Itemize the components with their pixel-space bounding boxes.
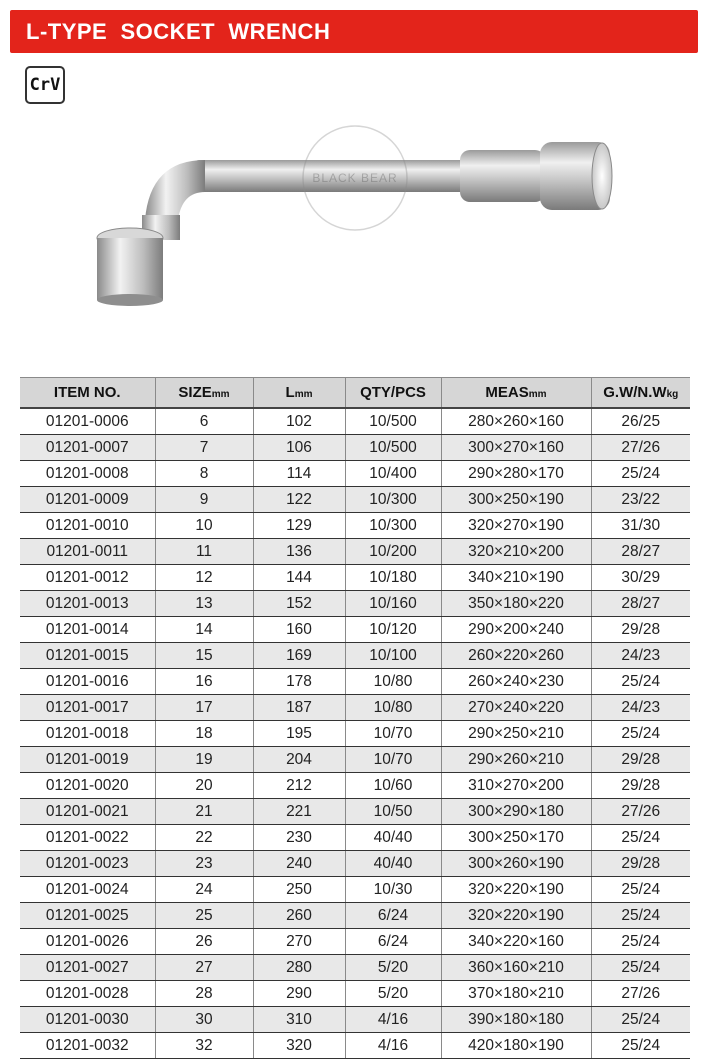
qty-cell: 5/20 — [345, 955, 441, 981]
weight-cell: 24/23 — [591, 643, 690, 669]
length-cell: 240 — [253, 851, 345, 877]
qty-cell: 10/70 — [345, 747, 441, 773]
meas-cell: 290×200×240 — [441, 617, 591, 643]
length-cell: 152 — [253, 591, 345, 617]
table-row — [20, 903, 690, 929]
size-cell: 15 — [155, 643, 253, 669]
size-cell: 26 — [155, 929, 253, 955]
table-body — [20, 408, 690, 1059]
meas-cell: 260×220×260 — [441, 643, 591, 669]
table-row — [20, 1007, 690, 1033]
meas-cell: 310×270×200 — [441, 773, 591, 799]
qty-cell: 4/16 — [345, 1007, 441, 1033]
size-cell: 17 — [155, 695, 253, 721]
weight-cell: 29/28 — [591, 747, 690, 773]
qty-cell: 10/300 — [345, 513, 441, 539]
size-cell: 19 — [155, 747, 253, 773]
item-no-cell: 01201-0022 — [20, 825, 155, 851]
length-cell: 270 — [253, 929, 345, 955]
item-no-cell: 01201-0015 — [20, 643, 155, 669]
table-row — [20, 539, 690, 565]
header-size: SIZEmm — [155, 378, 253, 409]
table-row — [20, 981, 690, 1007]
length-cell: 320 — [253, 1033, 345, 1059]
meas-cell: 350×180×220 — [441, 591, 591, 617]
size-cell: 32 — [155, 1033, 253, 1059]
title-bar — [10, 10, 698, 53]
item-no-cell: 01201-0011 — [20, 539, 155, 565]
wrench-product-image — [90, 120, 630, 320]
meas-cell: 320×220×190 — [441, 903, 591, 929]
size-cell: 28 — [155, 981, 253, 1007]
item-no-cell: 01201-0008 — [20, 461, 155, 487]
size-cell: 12 — [155, 565, 253, 591]
item-no-cell: 01201-0019 — [20, 747, 155, 773]
watermark-text: BLACK BEAR — [312, 171, 398, 185]
length-cell: 212 — [253, 773, 345, 799]
weight-cell: 25/24 — [591, 825, 690, 851]
meas-cell: 300×250×190 — [441, 487, 591, 513]
weight-cell: 25/24 — [591, 903, 690, 929]
table-row — [20, 773, 690, 799]
size-cell: 24 — [155, 877, 253, 903]
length-cell: 290 — [253, 981, 345, 1007]
item-no-cell: 01201-0023 — [20, 851, 155, 877]
item-no-cell: 01201-0016 — [20, 669, 155, 695]
table-row — [20, 487, 690, 513]
meas-cell: 320×210×200 — [441, 539, 591, 565]
weight-cell: 29/28 — [591, 617, 690, 643]
size-cell: 7 — [155, 435, 253, 461]
length-cell: 144 — [253, 565, 345, 591]
meas-cell: 340×210×190 — [441, 565, 591, 591]
table-row — [20, 955, 690, 981]
size-cell: 6 — [155, 408, 253, 435]
size-cell: 18 — [155, 721, 253, 747]
size-cell: 30 — [155, 1007, 253, 1033]
length-cell: 204 — [253, 747, 345, 773]
size-cell: 25 — [155, 903, 253, 929]
item-no-cell: 01201-0006 — [20, 408, 155, 435]
item-no-cell: 01201-0028 — [20, 981, 155, 1007]
length-cell: 102 — [253, 408, 345, 435]
qty-cell: 10/160 — [345, 591, 441, 617]
length-cell: 310 — [253, 1007, 345, 1033]
meas-cell: 300×290×180 — [441, 799, 591, 825]
meas-cell: 280×260×160 — [441, 408, 591, 435]
meas-cell: 290×280×170 — [441, 461, 591, 487]
size-cell: 27 — [155, 955, 253, 981]
item-no-cell: 01201-0025 — [20, 903, 155, 929]
item-no-cell: 01201-0007 — [20, 435, 155, 461]
wrench-lower-socket-bottom — [97, 294, 163, 306]
weight-cell: 24/23 — [591, 695, 690, 721]
table-row — [20, 877, 690, 903]
size-cell: 21 — [155, 799, 253, 825]
item-no-cell: 01201-0032 — [20, 1033, 155, 1059]
table-row — [20, 513, 690, 539]
size-cell: 22 — [155, 825, 253, 851]
item-no-cell: 01201-0010 — [20, 513, 155, 539]
spec-table — [20, 377, 690, 1059]
wrench-socket-neck — [460, 150, 545, 202]
meas-cell: 300×270×160 — [441, 435, 591, 461]
length-cell: 122 — [253, 487, 345, 513]
item-no-cell: 01201-0026 — [20, 929, 155, 955]
meas-cell: 300×260×190 — [441, 851, 591, 877]
table-row — [20, 825, 690, 851]
meas-cell: 270×240×220 — [441, 695, 591, 721]
qty-cell: 10/400 — [345, 461, 441, 487]
item-no-cell: 01201-0013 — [20, 591, 155, 617]
meas-cell: 360×160×210 — [441, 955, 591, 981]
qty-cell: 10/120 — [345, 617, 441, 643]
qty-cell: 10/180 — [345, 565, 441, 591]
size-cell: 13 — [155, 591, 253, 617]
length-cell: 260 — [253, 903, 345, 929]
weight-cell: 25/24 — [591, 877, 690, 903]
length-cell: 195 — [253, 721, 345, 747]
weight-cell: 25/24 — [591, 955, 690, 981]
table-row — [20, 799, 690, 825]
length-cell: 106 — [253, 435, 345, 461]
item-no-cell: 01201-0021 — [20, 799, 155, 825]
item-no-cell: 01201-0017 — [20, 695, 155, 721]
table-row — [20, 851, 690, 877]
size-cell: 14 — [155, 617, 253, 643]
weight-cell: 28/27 — [591, 591, 690, 617]
qty-cell: 40/40 — [345, 851, 441, 877]
meas-cell: 290×260×210 — [441, 747, 591, 773]
qty-cell: 5/20 — [345, 981, 441, 1007]
page-title: L-TYPE SOCKET WRENCH — [26, 19, 331, 44]
meas-cell: 300×250×170 — [441, 825, 591, 851]
meas-cell: 370×180×210 — [441, 981, 591, 1007]
size-cell: 9 — [155, 487, 253, 513]
qty-cell: 10/30 — [345, 877, 441, 903]
weight-cell: 25/24 — [591, 1033, 690, 1059]
size-cell: 16 — [155, 669, 253, 695]
weight-cell: 31/30 — [591, 513, 690, 539]
qty-cell: 10/60 — [345, 773, 441, 799]
table-row — [20, 643, 690, 669]
table-row — [20, 565, 690, 591]
length-cell: 250 — [253, 877, 345, 903]
wrench-socket-face — [592, 143, 612, 209]
item-no-cell: 01201-0030 — [20, 1007, 155, 1033]
table-header-row — [20, 378, 690, 409]
table-row — [20, 695, 690, 721]
qty-cell: 10/70 — [345, 721, 441, 747]
length-cell: 136 — [253, 539, 345, 565]
wrench-elbow — [145, 160, 205, 220]
header-meas: MEASmm — [441, 378, 591, 409]
qty-cell: 40/40 — [345, 825, 441, 851]
weight-cell: 27/26 — [591, 981, 690, 1007]
qty-cell: 10/500 — [345, 408, 441, 435]
qty-cell: 10/300 — [345, 487, 441, 513]
size-cell: 23 — [155, 851, 253, 877]
qty-cell: 6/24 — [345, 903, 441, 929]
meas-cell: 340×220×160 — [441, 929, 591, 955]
qty-cell: 10/50 — [345, 799, 441, 825]
item-no-cell: 01201-0027 — [20, 955, 155, 981]
weight-cell: 29/28 — [591, 773, 690, 799]
table-row — [20, 461, 690, 487]
qty-cell: 10/80 — [345, 669, 441, 695]
weight-cell: 25/24 — [591, 669, 690, 695]
weight-cell: 26/25 — [591, 408, 690, 435]
material-badge: CrV — [25, 66, 65, 104]
length-cell: 129 — [253, 513, 345, 539]
size-cell: 11 — [155, 539, 253, 565]
weight-cell: 25/24 — [591, 721, 690, 747]
table-row — [20, 435, 690, 461]
meas-cell: 260×240×230 — [441, 669, 591, 695]
weight-cell: 23/22 — [591, 487, 690, 513]
size-cell: 20 — [155, 773, 253, 799]
weight-cell: 25/24 — [591, 929, 690, 955]
table-row — [20, 1033, 690, 1059]
item-no-cell: 01201-0024 — [20, 877, 155, 903]
qty-cell: 10/500 — [345, 435, 441, 461]
item-no-cell: 01201-0012 — [20, 565, 155, 591]
table-row — [20, 721, 690, 747]
meas-cell: 420×180×190 — [441, 1033, 591, 1059]
meas-cell: 320×220×190 — [441, 877, 591, 903]
qty-cell: 4/16 — [345, 1033, 441, 1059]
weight-cell: 25/24 — [591, 1007, 690, 1033]
length-cell: 178 — [253, 669, 345, 695]
header-length: Lmm — [253, 378, 345, 409]
length-cell: 160 — [253, 617, 345, 643]
table-row — [20, 747, 690, 773]
table-row — [20, 669, 690, 695]
weight-cell: 27/26 — [591, 435, 690, 461]
header-weight: G.W/N.Wkg — [591, 378, 690, 409]
length-cell: 280 — [253, 955, 345, 981]
header-qty: QTY/PCS — [345, 378, 441, 409]
weight-cell: 28/27 — [591, 539, 690, 565]
table-row — [20, 408, 690, 435]
weight-cell: 27/26 — [591, 799, 690, 825]
weight-cell: 29/28 — [591, 851, 690, 877]
table-row — [20, 929, 690, 955]
table-row — [20, 617, 690, 643]
watermark-logo — [303, 126, 407, 230]
length-cell: 187 — [253, 695, 345, 721]
qty-cell: 6/24 — [345, 929, 441, 955]
size-cell: 8 — [155, 461, 253, 487]
item-no-cell: 01201-0020 — [20, 773, 155, 799]
length-cell: 169 — [253, 643, 345, 669]
weight-cell: 25/24 — [591, 461, 690, 487]
qty-cell: 10/100 — [345, 643, 441, 669]
weight-cell: 30/29 — [591, 565, 690, 591]
table-row — [20, 591, 690, 617]
meas-cell: 290×250×210 — [441, 721, 591, 747]
length-cell: 230 — [253, 825, 345, 851]
size-cell: 10 — [155, 513, 253, 539]
qty-cell: 10/80 — [345, 695, 441, 721]
length-cell: 114 — [253, 461, 345, 487]
wrench-lower-socket — [97, 238, 163, 300]
meas-cell: 320×270×190 — [441, 513, 591, 539]
meas-cell: 390×180×180 — [441, 1007, 591, 1033]
header-item-no: ITEM NO. — [20, 378, 155, 409]
item-no-cell: 01201-0014 — [20, 617, 155, 643]
qty-cell: 10/200 — [345, 539, 441, 565]
length-cell: 221 — [253, 799, 345, 825]
item-no-cell: 01201-0009 — [20, 487, 155, 513]
item-no-cell: 01201-0018 — [20, 721, 155, 747]
